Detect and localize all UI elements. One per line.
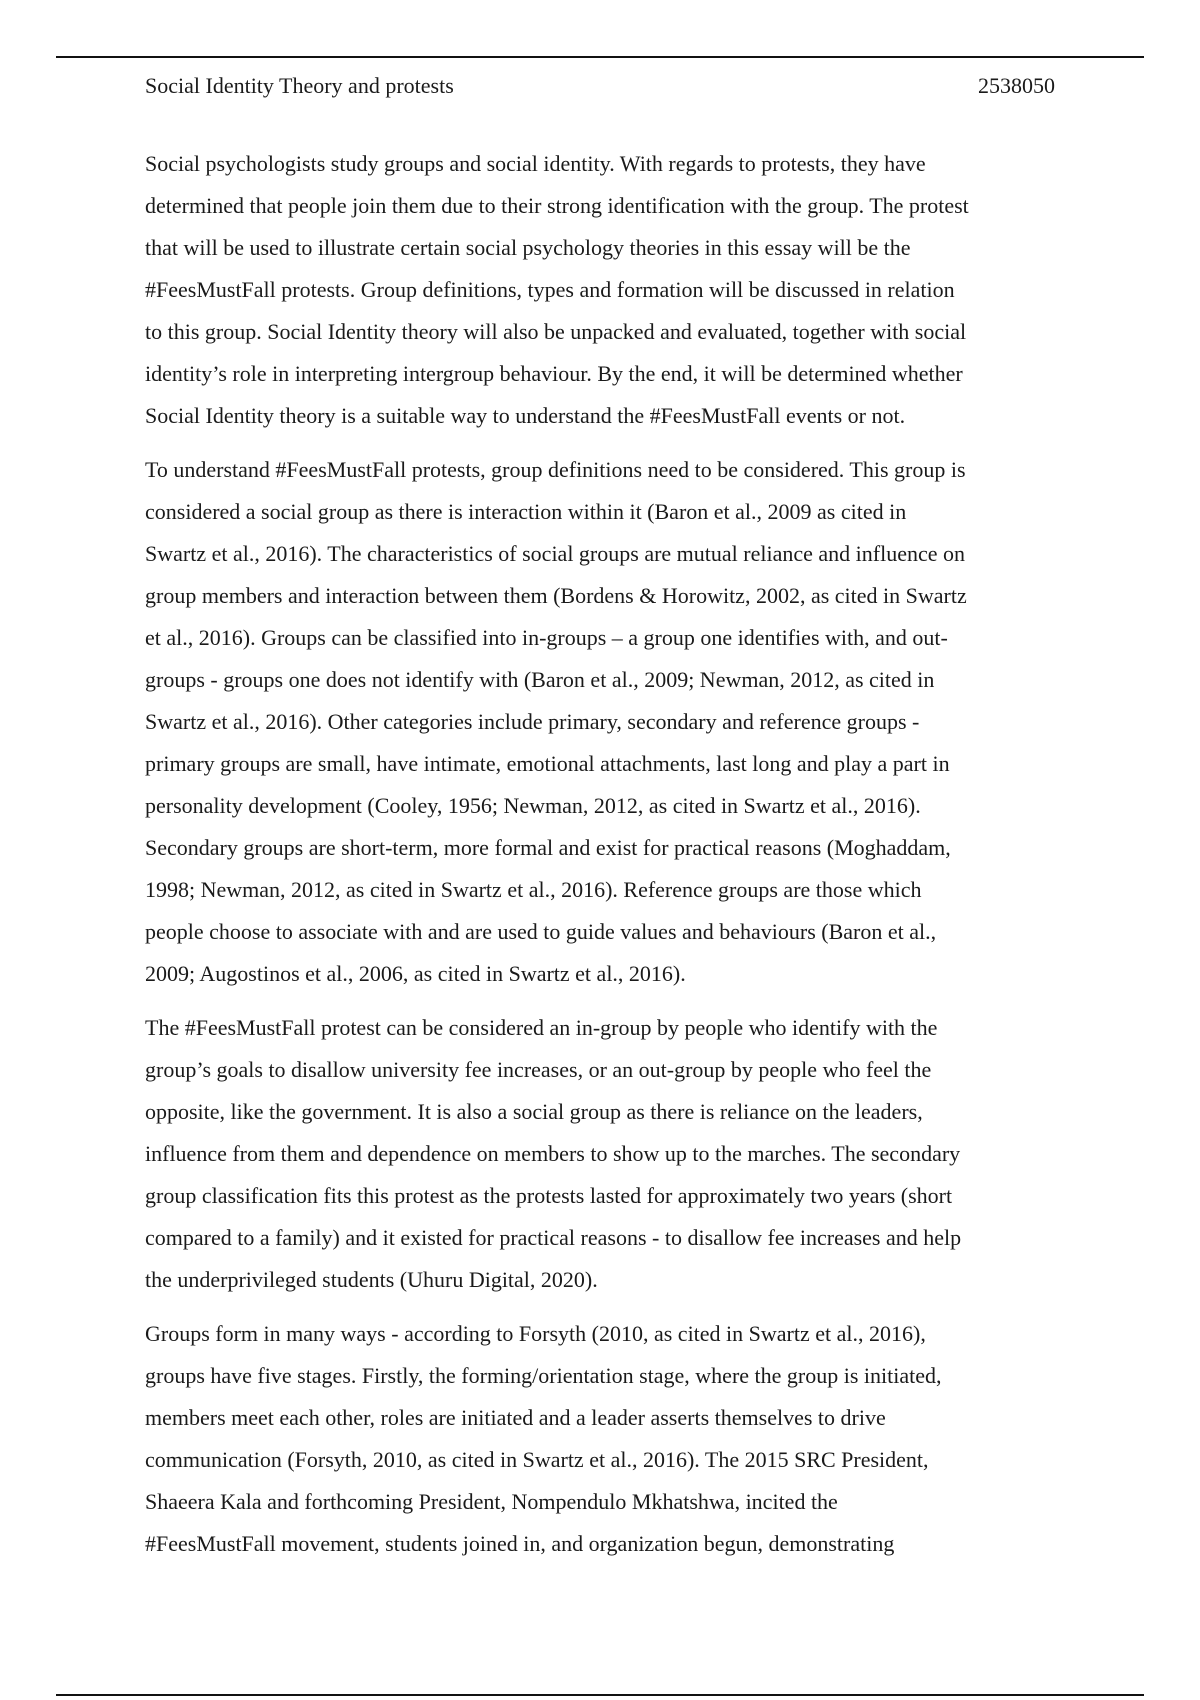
- text-line: 2009; Augostinos et al., 2006, as cited in Swartz et al., 2016).: [145, 961, 686, 986]
- text-line: opposite, like the government. It is also a social group as there is reliance on the leaders,: [145, 1099, 923, 1124]
- running-title: Social Identity Theory and protests: [145, 73, 454, 98]
- text-line: #FeesMustFall protests. Group definitions, types and formation will be discussed in relation: [145, 277, 955, 302]
- text-line: Secondary groups are short-term, more formal and exist for practical reasons (Moghaddam,: [145, 835, 951, 860]
- text-line: Social psychologists study groups and social identity. With regards to protests, they have: [145, 151, 926, 176]
- text-line: primary groups are small, have intimate, emotional attachments, last long and play a part in: [145, 751, 950, 776]
- page-header: [145, 70, 1055, 102]
- text-line: group members and interaction between them (Bordens & Horowitz, 2002, as cited in Swartz: [145, 583, 967, 608]
- student-number: 2538050: [978, 73, 1055, 98]
- text-line: groups - groups one does not identify with (Baron et al., 2009; Newman, 2012, as cited in: [145, 667, 935, 692]
- paragraph-1: [145, 143, 1060, 437]
- paragraph-3: [145, 1007, 1060, 1301]
- text-line: that will be used to illustrate certain social psychology theories in this essay will be the: [145, 235, 911, 260]
- essay-body: [145, 143, 1060, 1577]
- text-line: #FeesMustFall movement, students joined in, and organization begun, demonstrating: [145, 1531, 895, 1556]
- text-line: personality development (Cooley, 1956; Newman, 2012, as cited in Swartz et al., 2016).: [145, 793, 921, 818]
- text-line: et al., 2016). Groups can be classified into in-groups – a group one identifies with, and out-: [145, 625, 948, 650]
- text-line: To understand #FeesMustFall protests, group definitions need to be considered. This group is: [145, 457, 966, 482]
- text-line: people choose to associate with and are used to guide values and behaviours (Baron et al.,: [145, 919, 937, 944]
- text-line: compared to a family) and it existed for practical reasons - to disallow fee increases and help: [145, 1225, 962, 1250]
- text-line: identity’s role in interpreting intergroup behaviour. By the end, it will be determined whether: [145, 361, 963, 386]
- text-line: Groups form in many ways - according to Forsyth (2010, as cited in Swartz et al., 2016),: [145, 1321, 926, 1346]
- text-line: the underprivileged students (Uhuru Digital, 2020).: [145, 1267, 598, 1292]
- text-line: considered a social group as there is interaction within it (Baron et al., 2009 as cited in: [145, 499, 907, 524]
- header-rule: [56, 56, 1144, 58]
- text-line: members meet each other, roles are initiated and a leader asserts themselves to drive: [145, 1405, 886, 1430]
- text-line: Swartz et al., 2016). Other categories include primary, secondary and reference groups -: [145, 709, 920, 734]
- text-line: communication (Forsyth, 2010, as cited in Swartz et al., 2016). The 2015 SRC President,: [145, 1447, 929, 1472]
- text-line: Shaeera Kala and forthcoming President, Nompendulo Mkhatshwa, incited the: [145, 1489, 838, 1514]
- text-line: to this group. Social Identity theory will also be unpacked and evaluated, together with social: [145, 319, 967, 344]
- text-line: group’s goals to disallow university fee increases, or an out-group by people who feel the: [145, 1057, 932, 1082]
- text-line: Swartz et al., 2016). The characteristics of social groups are mutual reliance and influence on: [145, 541, 965, 566]
- text-line: Social Identity theory is a suitable way to understand the #FeesMustFall events or not.: [145, 403, 906, 428]
- text-line: 1998; Newman, 2012, as cited in Swartz et al., 2016). Reference groups are those which: [145, 877, 922, 902]
- text-line: determined that people join them due to their strong identification with the group. The protest: [145, 193, 969, 218]
- paragraph-2: [145, 449, 1060, 995]
- paragraph-4: [145, 1313, 1060, 1565]
- text-line: The #FeesMustFall protest can be considered an in-group by people who identify with the: [145, 1015, 938, 1040]
- text-line: groups have five stages. Firstly, the forming/orientation stage, where the group is initiated,: [145, 1363, 942, 1388]
- text-line: group classification fits this protest as the protests lasted for approximately two years (short: [145, 1183, 953, 1208]
- footer-rule: [56, 1694, 1144, 1696]
- text-line: influence from them and dependence on members to show up to the marches. The secondary: [145, 1141, 961, 1166]
